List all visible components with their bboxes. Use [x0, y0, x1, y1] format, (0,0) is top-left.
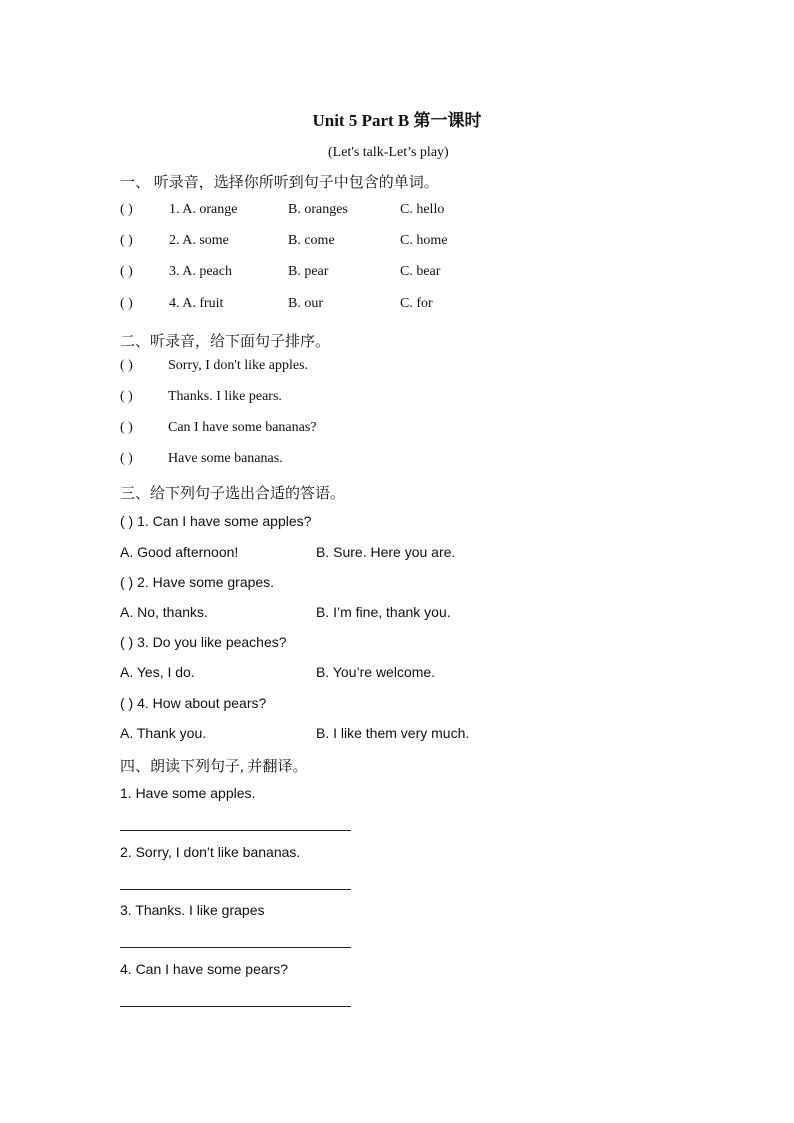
option-c: C. for — [400, 296, 433, 311]
answer-line[interactable] — [120, 947, 351, 948]
page-title: Unit 5 Part B 第一课时 — [312, 111, 482, 130]
translate-sentence: 3. Thanks. I like grapes — [120, 902, 265, 918]
section-1-heading: 一、 听录音，选择你所听到句子中包含的单词。 — [120, 175, 439, 191]
section-4-heading: 四、朗读下列句子, 并翻译。 — [120, 759, 308, 775]
order-blank[interactable]: ( ) — [120, 420, 133, 435]
option-c: C. home — [400, 233, 448, 248]
option-b: B. our — [288, 296, 323, 311]
sentence-text: Have some bananas. — [168, 451, 283, 466]
option-b: B. You’re welcome. — [316, 664, 436, 680]
answer-line[interactable] — [120, 830, 351, 831]
option-c: C. bear — [400, 264, 441, 279]
option-a: A. No, thanks. — [120, 604, 208, 620]
answer-blank[interactable]: ( ) — [120, 296, 133, 311]
option-b: B. come — [288, 233, 335, 248]
option-a: 1. A. orange — [169, 202, 238, 217]
option-b: B. oranges — [288, 202, 348, 217]
translate-sentence: 2. Sorry, I don’t like bananas. — [120, 844, 301, 860]
option-c: C. hello — [400, 202, 445, 217]
option-a: A. Yes, I do. — [120, 664, 195, 680]
option-a: 2. A. some — [169, 233, 229, 248]
section-3-heading: 三、给下列句子选出合适的答语。 — [120, 486, 346, 502]
section-3-options — [120, 544, 720, 564]
option-b: B. I’m fine, thank you. — [316, 604, 451, 620]
section-3-options — [120, 664, 720, 684]
translate-sentence: 4. Can I have some pears? — [120, 961, 289, 977]
section-3-options — [120, 725, 720, 745]
option-b: B. pear — [288, 264, 329, 279]
section-1-item — [120, 296, 720, 316]
section-3-question[interactable]: ( ) 1. Can I have some apples? — [120, 513, 312, 529]
order-blank[interactable]: ( ) — [120, 389, 133, 404]
translate-sentence: 1. Have some apples. — [120, 785, 256, 801]
order-blank[interactable]: ( ) — [120, 358, 133, 373]
option-b: B. Sure. Here you are. — [316, 544, 456, 560]
section-2-item — [120, 420, 720, 440]
option-a: 3. A. peach — [169, 264, 232, 279]
sentence-text: Can I have some bananas? — [168, 420, 317, 435]
section-3-question[interactable]: ( ) 3. Do you like peaches? — [120, 634, 287, 650]
sentence-text: Thanks. I like pears. — [168, 389, 282, 404]
page-subtitle: (Let's talk-Let’s play) — [328, 145, 449, 160]
answer-line[interactable] — [120, 889, 351, 890]
section-3-question[interactable]: ( ) 4. How about pears? — [120, 695, 267, 711]
option-a: A. Thank you. — [120, 725, 207, 741]
section-2-item — [120, 389, 720, 409]
order-blank[interactable]: ( ) — [120, 451, 133, 466]
option-a: 4. A. fruit — [169, 296, 224, 311]
section-1-item — [120, 233, 720, 253]
answer-line[interactable] — [120, 1006, 351, 1007]
answer-blank[interactable]: ( ) — [120, 202, 133, 217]
option-b: B. I like them very much. — [316, 725, 470, 741]
answer-blank[interactable]: ( ) — [120, 233, 133, 248]
section-1-item — [120, 202, 720, 222]
section-2-heading: 二、听录音，给下面句子排序。 — [120, 334, 331, 350]
section-2-item — [120, 358, 720, 378]
answer-blank[interactable]: ( ) — [120, 264, 133, 279]
section-1-item — [120, 264, 720, 284]
sentence-text: Sorry, I don't like apples. — [168, 358, 309, 373]
section-3-options — [120, 604, 720, 624]
section-2-item — [120, 451, 720, 471]
option-a: A. Good afternoon! — [120, 544, 239, 560]
section-3-question[interactable]: ( ) 2. Have some grapes. — [120, 574, 275, 590]
